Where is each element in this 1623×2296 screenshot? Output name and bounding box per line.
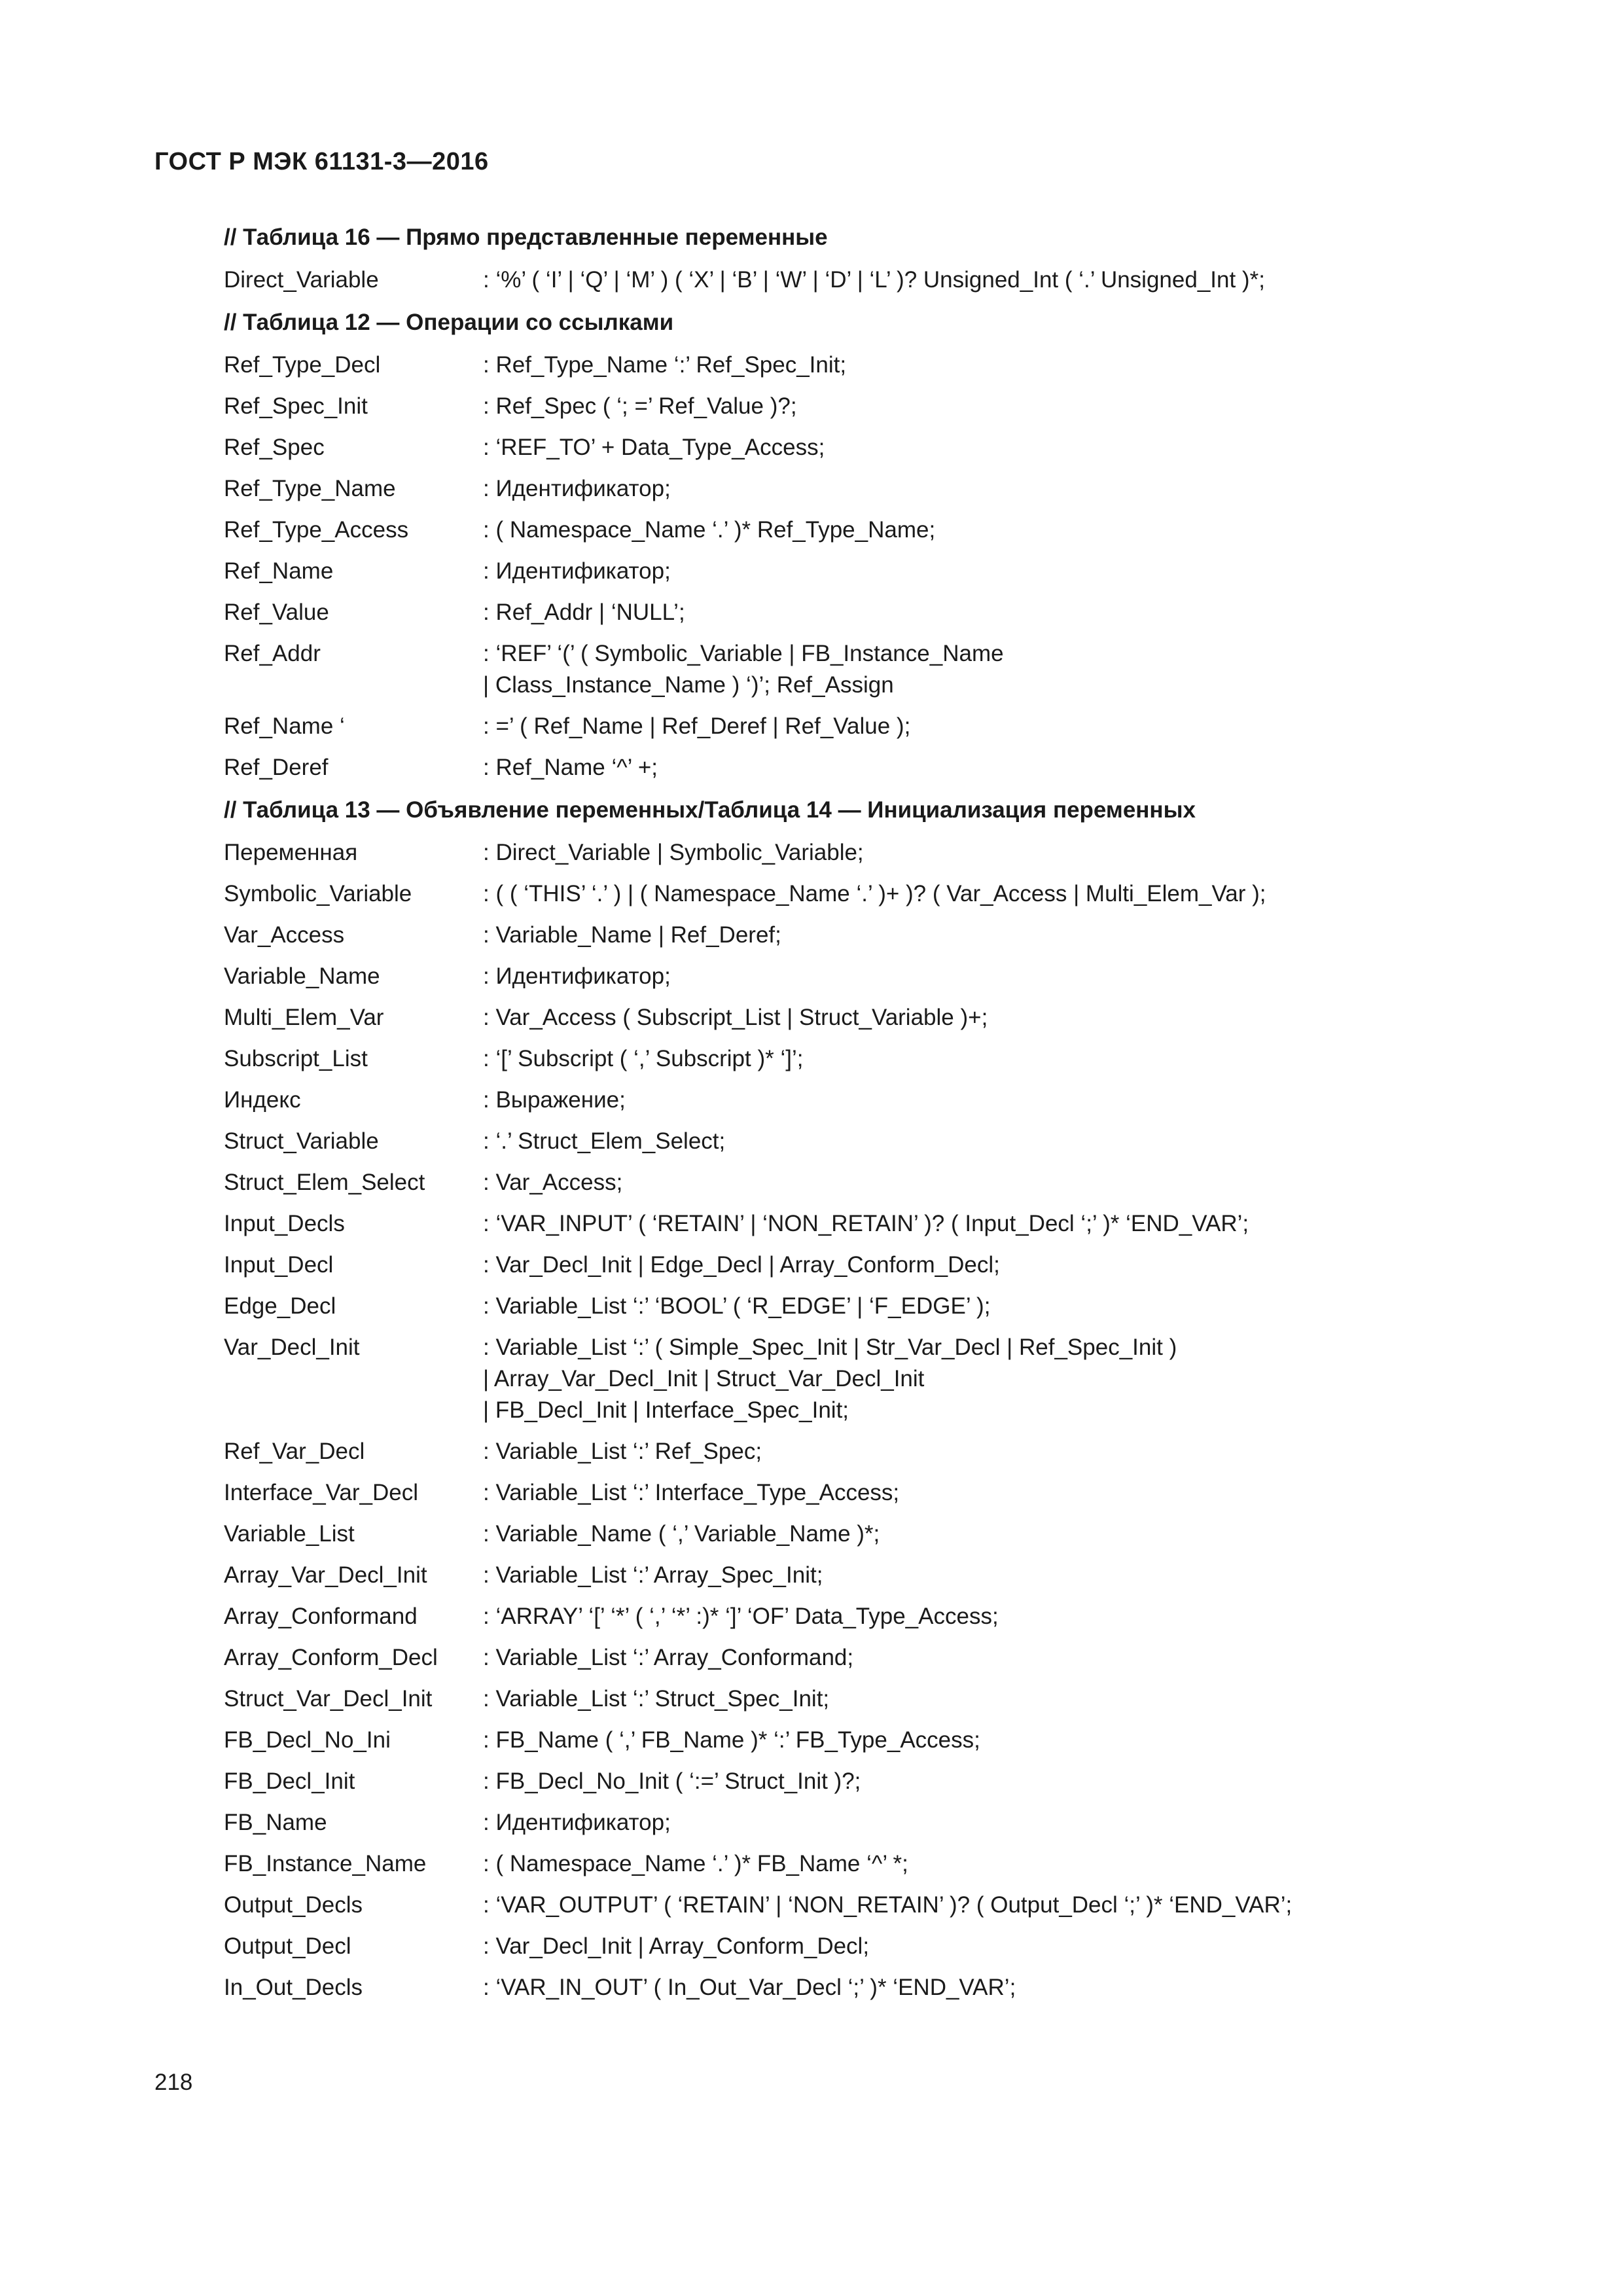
rule-name: Индекс [224,1087,301,1113]
rule-name: Ref_Deref [224,755,329,780]
rule-definition-line: : Direct_Variable | Symbolic_Variable; [483,840,864,865]
grammar-rule [224,1601,1454,1632]
grammar-rule [224,1477,1454,1509]
rule-definition-line: | FB_Decl_Init | Interface_Spec_Init; [483,1397,849,1423]
rule-definition-line: : Идентификатор; [483,558,671,584]
rule-name: Struct_Var_Decl_Init [224,1686,433,1712]
section-title: // Таблица 16 — Прямо представленные переменные [224,224,828,250]
rule-definition [483,1890,1454,1921]
rule-name: Array_Var_Decl_Init [224,1562,427,1588]
rule-definition [483,711,1454,742]
grammar-rule [224,1332,1454,1426]
rule-definition-line: : Variable_Name | Ref_Deref; [483,922,781,948]
rule-definition [483,1601,1454,1632]
rule-name: Ref_Value [224,600,329,625]
grammar-section [224,223,1454,296]
rule-name: Var_Decl_Init [224,1335,360,1360]
rule-definition-line: | Array_Var_Decl_Init | Struct_Var_Decl_Init [483,1366,925,1391]
rule-name: Variable_Name [224,963,380,989]
grammar-rule [224,1560,1454,1591]
rule-definition-line: : Ref_Addr | ‘NULL’; [483,600,685,625]
grammar-rule [224,1085,1454,1116]
rule-name: Interface_Var_Decl [224,1480,419,1505]
document-header: ГОСТ Р МЭК 61131-3—2016 [154,148,489,175]
rule-definition [483,1931,1454,1962]
rule-definition-line: : Идентификатор; [483,476,671,501]
rule-definition-line: : ( ( ‘THIS’ ‘.’ ) | ( Namespace_Name ‘.’ )+ )? ( Var_Access | Multi_Elem_Var ); [483,881,1266,906]
rule-definition [483,1249,1454,1281]
rule-definition [483,1208,1454,1240]
rule-definition-line: : ‘REF’ ‘(’ ( Symbolic_Variable | FB_Instance_Name [483,641,1004,666]
rule-name: Edge_Decl [224,1293,336,1319]
rule-name: Ref_Type_Access [224,517,409,543]
rule-name: Ref_Spec [224,435,325,460]
rule-definition [483,473,1454,505]
rule-definition-line: : Var_Decl_Init | Edge_Decl | Array_Conform_Decl; [483,1252,1000,1278]
grammar-rule [224,752,1454,783]
rule-name: FB_Decl_Init [224,1768,355,1794]
rule-definition [483,837,1454,869]
grammar-rule [224,1249,1454,1281]
rule-definition-line: : Ref_Type_Name ‘:’ Ref_Spec_Init; [483,352,847,378]
rule-definition [483,920,1454,951]
rule-definition-line: : FB_Name ( ‘,’ FB_Name )* ‘:’ FB_Type_Access; [483,1727,980,1753]
rule-name: Array_Conformand [224,1604,418,1629]
grammar-rule [224,1436,1454,1467]
grammar-rule [224,556,1454,587]
grammar-rule [224,1208,1454,1240]
rule-definition-line: : ‘[’ Subscript ( ‘,’ Subscript )* ‘]’; [483,1046,804,1071]
rule-definition-line: : Variable_List ‘:’ ‘BOOL’ ( ‘R_EDGE’ | ‘F_EDGE’ ); [483,1293,991,1319]
rule-definition-line: : ‘.’ Struct_Elem_Select; [483,1128,726,1154]
rule-definition [483,878,1454,910]
grammar-rule [224,1291,1454,1322]
rule-name: In_Out_Decls [224,1975,363,2000]
rule-definition [483,432,1454,463]
rule-definition-line: : Ref_Spec ( ‘; =’ Ref_Value )?; [483,393,797,419]
rule-definition [483,1972,1454,2003]
rule-name: FB_Decl_No_Ini [224,1727,391,1753]
rule-name: Ref_Name [224,558,334,584]
rule-definition [483,1291,1454,1322]
rule-name: Symbolic_Variable [224,881,412,906]
grammar-rule [224,1848,1454,1880]
grammar-rule [224,1725,1454,1756]
grammar-rule [224,1167,1454,1198]
grammar-rule [224,1931,1454,1962]
rule-definition-line: | Class_Instance_Name ) ‘)’; Ref_Assign [483,672,894,698]
rule-definition [483,597,1454,628]
rule-definition-line: : Выражение; [483,1087,626,1113]
rule-name: Ref_Addr [224,641,321,666]
rule-name: Ref_Var_Decl [224,1439,365,1464]
grammar-rule [224,1683,1454,1715]
rule-definition-line: : ‘%’ ( ‘I’ | ‘Q’ | ‘M’ ) ( ‘X’ | ‘B’ | ‘W’ | ‘D’ | ‘L’ )? Unsigned_Int ( ‘.’ Unsigned_Int )*; [483,267,1265,293]
rule-definition [483,638,1454,701]
rule-name: Subscript_List [224,1046,368,1071]
rule-definition [483,1683,1454,1715]
rule-definition [483,1477,1454,1509]
rule-name: Direct_Variable [224,267,379,293]
rule-definition-line: : Идентификатор; [483,1810,671,1835]
rule-definition [483,1848,1454,1880]
rule-definition [483,1642,1454,1674]
grammar-rule [224,473,1454,505]
rule-definition-line: : ( Namespace_Name ‘.’ )* Ref_Type_Name; [483,517,936,543]
rule-definition [483,752,1454,783]
rule-name: Ref_Type_Name [224,476,396,501]
grammar-rule [224,514,1454,546]
rule-definition [483,264,1454,296]
rule-name: Multi_Elem_Var [224,1005,384,1030]
rule-definition-line: : Variable_List ‘:’ Array_Conformand; [483,1645,854,1670]
rule-definition [483,1085,1454,1116]
rule-definition [483,350,1454,381]
rule-name: Variable_List [224,1521,355,1547]
grammar-section [224,308,1454,783]
rule-name: Var_Access [224,922,345,948]
rule-name: FB_Name [224,1810,327,1835]
rule-definition-line: : FB_Decl_No_Init ( ‘:=’ Struct_Init )?; [483,1768,861,1794]
grammar-rule [224,1890,1454,1921]
rule-definition-line: : Var_Decl_Init | Array_Conform_Decl; [483,1933,870,1959]
rule-definition-line: : Ref_Name ‘^’ +; [483,755,658,780]
rule-definition [483,1560,1454,1591]
grammar-rule [224,1043,1454,1075]
rule-definition-line: : ‘VAR_INPUT’ ( ‘RETAIN’ | ‘NON_RETAIN’ )? ( Input_Decl ‘;’ )* ‘END_VAR’; [483,1211,1249,1236]
rule-name: FB_Instance_Name [224,1851,427,1876]
rule-definition [483,1167,1454,1198]
rule-definition-line: : Var_Access; [483,1170,623,1195]
rule-name: Struct_Elem_Select [224,1170,425,1195]
rule-definition [483,1043,1454,1075]
rule-name: Ref_Name ‘ [224,713,345,739]
rule-definition [483,1332,1454,1426]
rule-name: Input_Decls [224,1211,345,1236]
rule-name: Input_Decl [224,1252,334,1278]
rule-definition-line: : ( Namespace_Name ‘.’ )* FB_Name ‘^’ *; [483,1851,908,1876]
rule-definition-line: : ‘REF_TO’ + Data_Type_Access; [483,435,825,460]
rule-name: Array_Conform_Decl [224,1645,438,1670]
rule-definition-line: : ‘VAR_OUTPUT’ ( ‘RETAIN’ | ‘NON_RETAIN’ )? ( Output_Decl ‘;’ )* ‘END_VAR’; [483,1892,1293,1918]
rule-definition-line: : =’ ( Ref_Name | Ref_Deref | Ref_Value ); [483,713,911,739]
rule-definition-line: : Variable_List ‘:’ Interface_Type_Access; [483,1480,900,1505]
grammar-rule [224,1642,1454,1674]
rule-definition [483,1725,1454,1756]
grammar-rule [224,1002,1454,1033]
grammar-rule [224,391,1454,422]
rule-definition-line: : Var_Access ( Subscript_List | Struct_Variable )+; [483,1005,988,1030]
rule-definition [483,1436,1454,1467]
grammar-rule [224,597,1454,628]
grammar-rule [224,1766,1454,1797]
rule-name: Переменная [224,840,358,865]
rule-definition [483,1766,1454,1797]
grammar-rule [224,350,1454,381]
grammar-rule [224,878,1454,910]
grammar-rule [224,961,1454,992]
section-title: // Таблица 13 — Объявление переменных/Таблица 14 — Инициализация переменных [224,797,1196,823]
rule-definition [483,1518,1454,1550]
rule-definition [483,961,1454,992]
rule-definition-line: : Идентификатор; [483,963,671,989]
rule-definition-line: : Variable_List ‘:’ Struct_Spec_Init; [483,1686,830,1712]
page-number: 218 [154,2070,193,2095]
rule-definition [483,514,1454,546]
rule-name: Struct_Variable [224,1128,379,1154]
grammar-section [224,795,1454,2003]
rule-name: Output_Decls [224,1892,363,1918]
grammar-rule [224,638,1454,701]
grammar-rule [224,1518,1454,1550]
grammar-rule [224,432,1454,463]
grammar-rule [224,837,1454,869]
grammar-rule [224,1972,1454,2003]
rule-definition [483,1126,1454,1157]
rule-definition-line: : Variable_Name ( ‘,’ Variable_Name )*; [483,1521,880,1547]
rule-definition-line: : Variable_List ‘:’ Ref_Spec; [483,1439,762,1464]
grammar-rule [224,264,1454,296]
rule-definition-line: : ‘ARRAY’ ‘[’ ‘*’ ( ‘,’ ‘*’ :)* ‘]’ ‘OF’ Data_Type_Access; [483,1604,999,1629]
rule-definition [483,391,1454,422]
rule-definition [483,1807,1454,1839]
section-title: // Таблица 12 — Операции со ссылками [224,310,674,335]
grammar-content [224,223,1454,2015]
rule-definition-line: : ‘VAR_IN_OUT’ ( In_Out_Var_Decl ‘;’ )* ‘END_VAR’; [483,1975,1016,2000]
grammar-rule [224,1126,1454,1157]
rule-definition-line: : Variable_List ‘:’ Array_Spec_Init; [483,1562,823,1588]
rule-name: Ref_Type_Decl [224,352,381,378]
rule-definition [483,1002,1454,1033]
grammar-rule [224,920,1454,951]
rule-definition [483,556,1454,587]
rule-definition-line: : Variable_List ‘:’ ( Simple_Spec_Init | Str_Var_Decl | Ref_Spec_Init ) [483,1335,1177,1360]
grammar-rule [224,711,1454,742]
rule-name: Output_Decl [224,1933,351,1959]
rule-name: Ref_Spec_Init [224,393,368,419]
grammar-rule [224,1807,1454,1839]
